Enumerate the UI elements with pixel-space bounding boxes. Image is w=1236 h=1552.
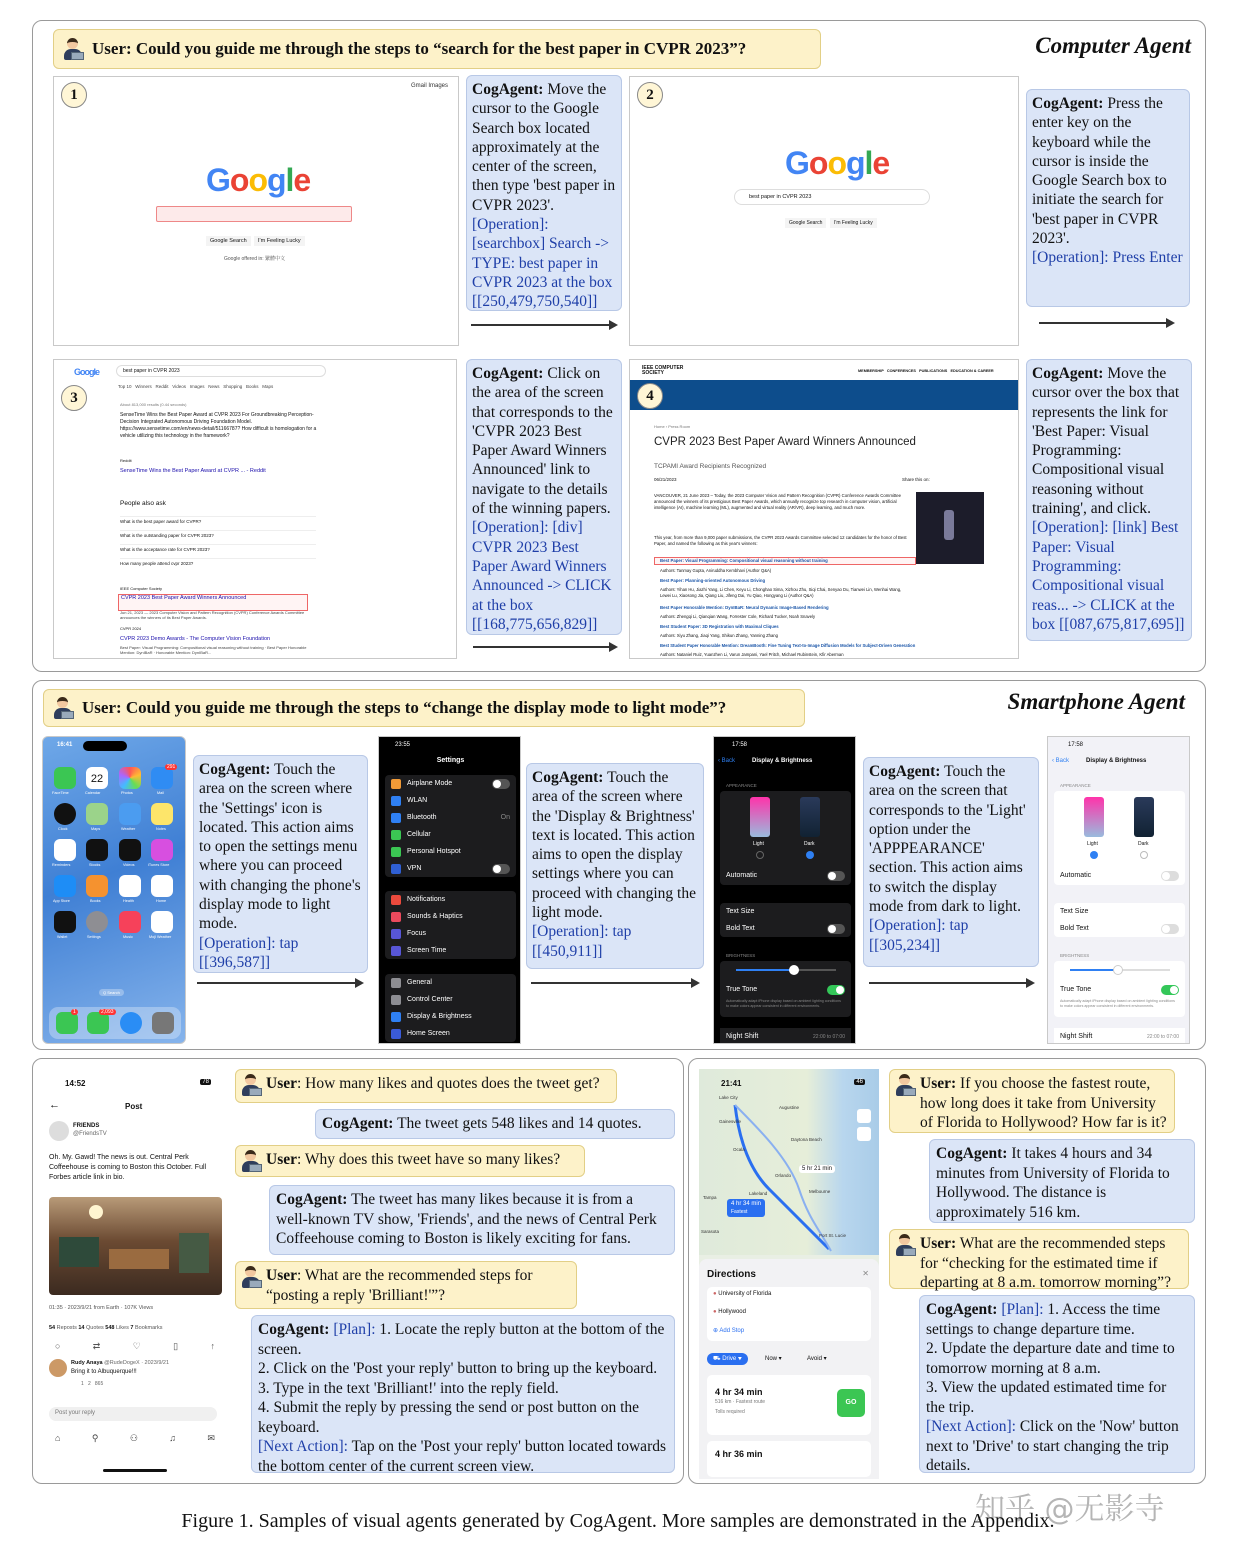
account-name[interactable]: FRIENDS	[73, 1123, 100, 1129]
brightness-header: BRIGHTNESS	[726, 953, 756, 958]
agent-step-text: Click on the area of the screen that corresponds to the 'CVPR 2023 Best Paper Award Winners Announced' link to navigate to the details of the winning papers.	[472, 365, 613, 518]
messages-badge: 2,093	[101, 1009, 114, 1015]
map-city: Tampa	[703, 1195, 717, 1200]
user-avatar-icon	[240, 1149, 262, 1173]
feeling-lucky-button[interactable]: I'm Feeling Lucky	[254, 236, 305, 246]
results-count: About 813,000 results (0.44 seconds)	[120, 402, 187, 407]
bookmark-icon[interactable]: ▯	[173, 1341, 179, 1351]
route-result-2: 4 hr 36 min	[715, 1449, 763, 1459]
user-avatar-icon	[240, 1265, 262, 1289]
award-authors: Authors: Xiyu Zhang, Jiaqi Yang, Shikun Zhang, Yanning Zhang	[660, 633, 778, 638]
settings-title: Settings	[436, 757, 465, 764]
true-tone-row[interactable]: True Tone	[1054, 981, 1185, 998]
map-city: Sarasota	[701, 1229, 720, 1234]
figure-caption: Figure 1. Samples of visual agents generated by CogAgent. More samples are demonstrated in the Appendix.	[181, 1510, 1055, 1532]
mail-badge: 291	[167, 764, 176, 770]
google-search-button[interactable]: Google Search	[785, 218, 826, 228]
app-label: Photos	[121, 791, 133, 795]
agent-step-1-card	[466, 75, 622, 311]
car-icon[interactable]	[857, 1109, 871, 1123]
tweet-qa-panel	[32, 1058, 684, 1484]
agent-step-text: Touch the area of the screen where the 'Display & Brightness' text is located. This action aims to open the display settings where you can proceed with changing the light mode.	[532, 769, 696, 922]
itunes-store-icon[interactable]	[151, 839, 173, 861]
route-from[interactable]: ● University of Florida	[713, 1291, 772, 1297]
light-label: Light	[1087, 841, 1098, 847]
maps-user-q1: User: If you choose the fastest route, how long does it take from University of Florida to Hollywood? How far is it?	[889, 1069, 1175, 1133]
route-alt-callout[interactable]: 5 hr 21 min	[799, 1165, 835, 1173]
directions-title: Directions	[707, 1269, 756, 1280]
tweet-agent-a1: CogAgent: The tweet gets 548 likes and 14 quotes.	[315, 1109, 675, 1139]
agent-operation: [Operation]: [div] CVPR 2023 Best Paper Award Winners Announced -> CLICK at the box [[168,775,656,829]]	[472, 519, 612, 633]
settings-row-bluetooth[interactable]: Bluetooth On	[385, 809, 516, 826]
agent-step-text: Touch the area on the screen where the 'Settings' icon is located. This action aims to open the settings menu where you can proceed with changing the phone's display mode to light mode.	[199, 761, 361, 933]
reply-stats: 1 2 865	[81, 1381, 104, 1387]
books-icon[interactable]	[86, 875, 108, 897]
google-offered-in: Google offered in: 繁體中文	[224, 256, 286, 262]
dynamic-island	[83, 741, 127, 751]
locate-icon[interactable]	[857, 1127, 871, 1141]
app-label: Clock	[58, 827, 68, 831]
user-question: Could you guide me through the steps to “change the display mode to light mode”?	[125, 698, 727, 717]
result-3-link[interactable]: CVPR 2023 Best Paper Award Winners Announced	[121, 595, 247, 601]
google-logo: Google	[785, 145, 890, 181]
step-number-2: 2	[637, 82, 663, 108]
smartphone-user-prompt	[43, 689, 805, 727]
user-avatar-icon	[894, 1073, 916, 1097]
bold-text-row[interactable]: Bold Text	[720, 920, 851, 937]
notifications-icon[interactable]: ♫	[169, 1433, 177, 1443]
app-label: Maps	[91, 827, 101, 831]
agent-step-text: Move the cursor to the Google Search box located approximately at the center of the screen, then type 'best paper in CVPR 2023'.	[472, 81, 616, 214]
smartphone-agent-panel	[32, 680, 1206, 1050]
screenshot-settings	[378, 736, 521, 1044]
light-radio[interactable]	[756, 851, 764, 859]
settings-row-home-screen[interactable]: Home Screen	[385, 1025, 516, 1042]
light-preview[interactable]	[1084, 797, 1104, 837]
dark-label: Dark	[1138, 841, 1149, 847]
paa-question[interactable]: What is the acceptance rate for CVPR 2023?	[120, 544, 316, 552]
agent-step-text: Move the cursor over the box that represents the link for 'Best Paper: Visual Programming: Compositional visual reasoning without training', and click.	[1032, 365, 1180, 518]
ieee-logo: IEEE COMPUTER SOCIETY	[642, 365, 684, 376]
agent-label: CogAgent:	[199, 761, 271, 778]
phone-icon[interactable]	[56, 1012, 78, 1034]
light-radio[interactable]	[1090, 851, 1098, 859]
agent-step-text: Touch the area on the screen that corresponds to the 'Light' option under the 'APPPEARANCE' section. This action aims to switch the display mode from dark to light.	[869, 763, 1026, 916]
agent-operation: [Operation]: [searchbox] Search -> TYPE: best paper in CVPR 2023 at the box [[250,479,750,540]]	[472, 216, 613, 311]
status-time: 16:41	[57, 742, 73, 748]
phone-step-3-card	[863, 757, 1039, 967]
appearance-header: APPEARANCE	[726, 783, 757, 788]
arrow-right-icon	[869, 982, 1033, 984]
tweet-agent-a3: CogAgent: [Plan]: 1. Locate the reply button at the bottom of the screen. 2. Click on the 'Post your reply' button to bring up the keyboard. 3. Type in the text 'Brilliant!' into the reply field. 4. Submit the reply by pressing the send or post button on the keyboard. [Next Action]: Tap on the 'Post your reply' button located towards the bottom center of the current screen view.	[251, 1315, 675, 1473]
settings-row-display[interactable]: Display & Brightness	[385, 1008, 516, 1025]
map-city: Port St. Lucie	[819, 1233, 847, 1238]
agent-operation: [Operation]: tap [[396,587]]	[199, 934, 299, 971]
arrow-right-icon	[1039, 322, 1173, 324]
maps-agent-a2: CogAgent: [Plan]: 1. Access the time settings to change departure time. 2. Update the departure date and time to tomorrow morning at 8 a.m. 3. View the updated estimated time for the trip. [Next Action]: Click on the 'Now' button next to 'Drive' to start changing the trip details.	[919, 1295, 1195, 1473]
settings-row-notifications[interactable]: Notifications	[385, 891, 516, 908]
search-icon[interactable]: ⚲	[91, 1433, 99, 1443]
app-label: FaceTime	[52, 791, 69, 795]
reminders-icon[interactable]	[54, 839, 76, 861]
agent-step-2-card	[1026, 89, 1190, 307]
reply-input[interactable]: Post your reply	[49, 1407, 217, 1421]
post-title: Post	[125, 1102, 143, 1111]
article-subtitle: TCPAMI Award Recipients Recognized	[654, 463, 767, 470]
award-authors: Authors: Tanmay Gupta, Aniruddha Kembhavi (Author Q&A)	[660, 568, 772, 573]
brightness-header: BRIGHTNESS	[1060, 953, 1090, 958]
search-query: best paper in CVPR 2023	[749, 194, 812, 200]
map-city: Orlando	[775, 1173, 792, 1178]
night-shift-row[interactable]: Night Shift 22:00 to 07:00	[1054, 1028, 1185, 1044]
like-icon[interactable]: ♡	[132, 1341, 141, 1351]
dark-preview[interactable]	[1134, 797, 1154, 837]
airplane-toggle[interactable]	[492, 779, 510, 789]
app-label: Books	[90, 899, 101, 903]
arrow-right-icon	[471, 324, 616, 326]
paa-question[interactable]: What is the best paper award for CVPR?	[120, 516, 316, 524]
map-city: Lakeland	[749, 1191, 768, 1196]
route-result-time: 4 hr 34 min	[715, 1387, 763, 1397]
map-city: Augustine	[779, 1105, 800, 1110]
phone-step-2-card	[526, 763, 704, 969]
result-2-source: Reddit	[120, 458, 132, 463]
bold-text-row[interactable]: Bold Text	[1054, 920, 1185, 937]
screenshot-twitter-post	[41, 1069, 225, 1479]
true-tone-desc: Automatically adapt iPhone display based on ambient lighting conditions to make colors appear consistent in different environments.	[726, 999, 841, 1008]
user-label: User:	[82, 698, 122, 717]
article-photo	[916, 492, 984, 564]
settings-icon[interactable]	[86, 911, 108, 933]
true-tone-desc: Automatically adapt iPhone display based on ambient lighting conditions to make colors appear consistent in different environments.	[1060, 999, 1175, 1008]
arrow-right-icon	[531, 982, 698, 984]
brightness-slider[interactable]	[736, 969, 836, 971]
safari-icon[interactable]	[120, 1012, 142, 1034]
battery-level: 46	[856, 1079, 863, 1085]
tweet-stats: 54 Reposts 14 Quotes 548 Likes 7 Bookmarks	[49, 1325, 163, 1331]
app-store-icon[interactable]	[54, 875, 76, 897]
award-item[interactable]: Best Student Paper: 3D Registration with Maximal Cliques	[660, 624, 779, 629]
facetime-icon[interactable]	[54, 767, 76, 789]
light-preview[interactable]	[750, 797, 770, 837]
maps-qa-panel	[688, 1058, 1206, 1484]
add-stop[interactable]: ⊕ Add Stop	[713, 1328, 745, 1334]
status-time: 17:58	[732, 742, 748, 748]
computer-user-prompt	[53, 29, 821, 69]
result-4-desc: Best Paper: Visual Programming: Compositional visual reasoning without training · Best Paper Honorable Mention: DynIBaR · Honorable Mention: DynIBaR...	[120, 645, 307, 655]
display-title: Display & Brightness	[752, 758, 813, 764]
agent-label: CogAgent:	[472, 81, 544, 98]
messages-icon[interactable]: ✉	[207, 1433, 215, 1443]
agent-label: CogAgent:	[869, 763, 941, 780]
agent-operation: [Operation]: tap [[305,234]]	[869, 917, 969, 954]
account-handle: @FriendsTV	[73, 1131, 107, 1137]
screenshot-google-query	[629, 76, 1019, 346]
status-time: 23:55	[395, 742, 411, 748]
messages-icon[interactable]	[87, 1012, 109, 1034]
battery-level: 78	[202, 1079, 209, 1085]
screenshot-google-home	[53, 76, 459, 346]
reply-avatar[interactable]	[49, 1359, 67, 1377]
tweet-meta: 01:35 · 2023/9/21 from Earth · 107K Views	[49, 1305, 154, 1311]
route-result-tolls: Tolls required	[715, 1409, 745, 1415]
agent-label: CogAgent:	[1032, 95, 1104, 112]
home-app-icon[interactable]	[151, 875, 173, 897]
app-label: Calendar	[85, 791, 101, 795]
results-tabs[interactable]: Top 10 Winners Reddit Videos Images News Shopping Books Maps	[118, 384, 274, 389]
award-item[interactable]: Best Student Paper Honorable Mention: DreamBooth: Fine Tuning Text-to-Image Diffusion Models for Subject-Driven Generation	[660, 643, 916, 648]
agent-operation: [Operation]: Press Enter	[1032, 249, 1183, 267]
google-search-box[interactable]	[156, 206, 352, 222]
computer-agent-title: Computer Agent	[1035, 33, 1191, 58]
award-item[interactable]: Best Paper Honorable Mention: DynIBaR: Neural Dynamic Image-Based Rendering	[660, 605, 829, 610]
settings-row-focus[interactable]: Focus	[385, 925, 516, 942]
phone-step-1-card	[193, 755, 368, 973]
app-label: Music	[123, 935, 133, 939]
app-label: App Store	[53, 899, 70, 903]
map-city: Lake City	[719, 1095, 738, 1100]
agent-step-3-card	[466, 359, 622, 635]
result-4-link[interactable]: CVPR 2023 Demo Awards - The Computer Vision Foundation	[120, 636, 271, 642]
people-also-ask: People also ask	[120, 500, 166, 507]
automatic-row[interactable]: Automatic	[720, 867, 851, 884]
feeling-lucky-button[interactable]: I'm Feeling Lucky	[830, 218, 877, 228]
agent-step-text: Press the enter key on the keyboard while the cursor is inside the Google Search box to initiate the search for 'best paper in CVPR 2023'.	[1032, 95, 1167, 248]
home-search-pill[interactable]: Q Search	[99, 989, 124, 996]
award-item[interactable]: Best Paper: Visual Programming: Compositional visual reasoning without training	[660, 558, 828, 563]
app-label: Videos	[123, 863, 135, 867]
back-arrow-icon[interactable]: ←	[49, 1099, 60, 1111]
paa-question[interactable]: How many people attend cvpr 2023?	[120, 558, 316, 566]
app-label: Stocks	[89, 863, 101, 867]
status-time: 17:58	[1068, 742, 1084, 748]
map-city: Ocala	[733, 1147, 745, 1152]
step-number-1: 1	[61, 82, 87, 108]
depart-now-button[interactable]: Now ▾	[765, 1356, 782, 1362]
photos-icon[interactable]	[119, 767, 141, 789]
app-label: Weather	[121, 827, 136, 831]
tab-bar	[55, 1433, 215, 1444]
settings-row-cellular[interactable]: Cellular	[385, 826, 516, 843]
route-to[interactable]: ● Hollywood	[713, 1309, 746, 1315]
smartphone-agent-title: Smartphone Agent	[1007, 689, 1185, 714]
user-avatar-icon	[62, 37, 84, 61]
vpn-toggle[interactable]	[492, 864, 510, 874]
app-label: Notes	[156, 827, 166, 831]
screenshot-iphone-home	[42, 736, 186, 1044]
go-button[interactable]: GO	[837, 1389, 865, 1417]
agent-step-4-card	[1026, 359, 1192, 641]
google-logo-small: Google	[74, 367, 99, 377]
share-icon[interactable]: ↑	[210, 1341, 215, 1351]
article-headline: CVPR 2023 Best Paper Award Winners Announced	[654, 436, 916, 448]
app-label: Mojl Weather	[149, 935, 172, 939]
dark-label: Dark	[804, 841, 815, 847]
map-city: Daytona Beach	[791, 1137, 822, 1142]
award-authors: Authors: Yihan Hu, Jiazhi Yang, Li Chen, Keyu Li, Chonghao Sima, Xizhou Zhu, Siqi Chai, Senyao Du, Tianwei Lin, Wenhai Wang, Lewei Lu, Xiaosong Jia, Qiang Liu, Jifeng Dai, Yu Qiao, Hongyang Li (Author Q&A)	[660, 587, 902, 598]
result-3-desc: Jun 21, 2023 — 2023 Computer Vision and Pattern Recognition (CVPR) Conference Awards Committee announces the winners of its Best Paper Awards.	[120, 610, 305, 620]
weather-icon[interactable]	[119, 803, 141, 825]
dark-preview[interactable]	[800, 797, 820, 837]
true-tone-row[interactable]: True Tone	[720, 981, 851, 998]
stocks-icon[interactable]	[86, 839, 108, 861]
arrow-right-icon	[197, 982, 362, 984]
step-number-3: 3	[61, 385, 87, 411]
ieee-nav[interactable]: MEMBERSHIP CONFERENCES PUBLICATIONS EDUCATION & CAREER	[858, 369, 994, 373]
light-label: Light	[753, 841, 764, 847]
appearance-header: APPEARANCE	[1060, 783, 1091, 788]
status-time: 21:41	[721, 1079, 742, 1088]
text-size-row[interactable]: Text Size	[726, 908, 755, 915]
tweet-image[interactable]	[49, 1197, 222, 1295]
agent-label: CogAgent:	[472, 365, 544, 382]
reply-text: Bring it to Albuquerque!!!	[71, 1369, 137, 1375]
settings-row-screen-time[interactable]: Screen Time	[385, 942, 516, 959]
app-label: Reminders	[52, 863, 71, 867]
award-authors: Authors: Nataniel Ruiz, Yuanzhen Li, Varun Jampani, Yael Pritch, Michael Rubinstein, Kfir Aberman	[660, 652, 844, 657]
music-icon[interactable]	[119, 911, 141, 933]
status-time: 14:52	[65, 1079, 86, 1088]
google-search-box[interactable]	[734, 189, 930, 205]
dark-radio[interactable]	[1140, 851, 1148, 859]
maps-user-q2: User: What are the recommended steps for “checking for the estimated time if departing at 8 a.m. tomorrow morning”?	[889, 1229, 1189, 1289]
settings-row-sounds[interactable]: Sounds & Haptics	[385, 908, 516, 925]
app-label: iTunes Store	[148, 863, 170, 867]
user-label: User:	[92, 39, 132, 58]
award-item[interactable]: Best Paper: Planning-oriented Autonomous Driving	[660, 578, 766, 583]
results-search-box[interactable]: best paper in CVPR 2023	[116, 365, 326, 377]
result-2-link[interactable]: SenseTime Wins the Best Paper Award at CVPR ... - Reddit	[120, 468, 266, 474]
result-4-source: CVPR 2024	[120, 626, 142, 631]
text-size-row[interactable]: Text Size	[1060, 908, 1089, 915]
watermark: 知乎 @无影寺	[975, 1492, 1165, 1527]
user-avatar-icon	[240, 1073, 262, 1097]
article-body-1: VANCOUVER, 21 June 2023 – Today, the 2023 Computer Vision and Pattern Recognition (CVPR) Conference Awards Committee announced the winners of its prestigious Best Paper Awards, which annually recognize top research in computer vision, artificial intelligence (AI), machine learning (ML), augmented and virtual reality (AR/VR), deep learning, and much more.	[654, 493, 902, 511]
user-question: Could you guide me through the steps to “search for the best paper in CVPR 2023”?	[135, 39, 747, 58]
agent-operation: [Operation]: tap [[450,911]]	[532, 923, 632, 960]
result-3-box[interactable]	[118, 594, 308, 611]
screenshot-ieee-article	[629, 359, 1019, 659]
mode-drive-button[interactable]: ⛟ Drive ▾	[707, 1353, 748, 1365]
google-logo: Google	[206, 162, 311, 198]
tweet-user-q3: User: What are the recommended steps for “posting a reply 'Brilliant!'”?	[235, 1261, 577, 1309]
close-icon[interactable]: ✕	[862, 1269, 869, 1278]
tweet-user-q2: User: Why does this tweet have so many likes?	[235, 1145, 585, 1177]
settings-row-wlan[interactable]: WLAN	[385, 792, 516, 809]
wallet-icon[interactable]	[54, 911, 76, 933]
app-label: Settings	[87, 935, 101, 939]
agent-label: CogAgent:	[1032, 365, 1104, 382]
settings-row-hotspot[interactable]: Personal Hotspot	[385, 843, 516, 860]
phone-badge: 1	[73, 1009, 76, 1015]
app-label: Health	[123, 899, 134, 903]
settings-row-airplane[interactable]: Airplane Mode	[385, 775, 516, 792]
route-main-callout[interactable]: 4 hr 34 min Fastest	[727, 1199, 765, 1217]
article-crumb: Home › Press Room	[654, 424, 691, 429]
reply-author: Rudy Anaya @RudeDogeX · 2023/9/21	[71, 1360, 170, 1366]
home-indicator	[103, 1469, 167, 1472]
weather-app-icon[interactable]	[151, 911, 173, 933]
tweet-agent-a2: CogAgent: The tweet has many likes because it is from a well-known TV show, 'Friends', and the news of Central Perk Coffeehouse coming to Boston is likely exciting for fans.	[269, 1185, 675, 1255]
map-city: Gainesville	[719, 1119, 742, 1124]
article-body-2: This year, from more than 9,000 paper submissions, the CVPR 2023 Awards Committee selected 12 candidates for the honor of Best Paper, and named the following as this year's winners:	[654, 535, 907, 547]
step-number-4: 4	[637, 383, 663, 409]
screenshot-display-light	[1047, 736, 1190, 1044]
automatic-row[interactable]: Automatic	[1054, 867, 1185, 884]
ieee-banner	[630, 380, 1019, 410]
tweet-actions	[55, 1341, 215, 1352]
result-3-source: IEEE Computer Society	[120, 586, 163, 591]
display-title: Display & Brightness	[1086, 758, 1147, 764]
app-label: Mail	[157, 791, 164, 795]
google-search-button[interactable]: Google Search	[206, 236, 251, 246]
night-shift-row[interactable]: Night Shift 22:00 to 07:00	[720, 1028, 851, 1044]
tweet-text: Oh. My. Gawd! The news is out. Central Perk Coffeehouse is coming to Boston this October. Full Forbes article link in bio.	[49, 1154, 207, 1181]
avatar[interactable]	[49, 1121, 69, 1141]
avoid-button[interactable]: Avoid ▾	[807, 1356, 827, 1362]
arrow-right-icon	[473, 646, 616, 648]
health-icon[interactable]	[119, 875, 141, 897]
communities-icon[interactable]: ⚇	[129, 1433, 138, 1443]
tv-icon[interactable]	[119, 839, 141, 861]
back-button[interactable]: ‹ Back	[718, 758, 736, 764]
repost-icon[interactable]: ⇄	[92, 1341, 101, 1351]
tweet-user-q1: User: How many likes and quotes does the tweet get?	[235, 1069, 617, 1103]
article-date: 06/21/2023	[654, 477, 677, 482]
article-share: Share this on:	[902, 477, 930, 482]
google-top-links: Gmail Images	[410, 83, 448, 89]
camera-icon[interactable]	[152, 1012, 174, 1034]
award-authors: Authors: Zhengqi Li, Qianqian Wang, Forrester Cole, Richard Tucker, Noah Snavely	[660, 614, 816, 619]
paa-question[interactable]: What is the outstanding paper for CVPR 2023?	[120, 530, 316, 538]
settings-row-control-center[interactable]: Control Center	[385, 991, 516, 1008]
maps-icon[interactable]	[86, 803, 108, 825]
calendar-icon[interactable]: 22	[86, 767, 108, 789]
computer-agent-panel	[32, 20, 1206, 672]
mail-icon[interactable]	[151, 767, 173, 789]
result-1-snippet: SenseTime Wins the Best Paper Award at CVPR 2023 For Groundbreaking Perception-Decision Integrated Autonomous Driving Foundation Model. https://www.sensetime.com/en/news-detail/51166787? How difficult is homologation for a vehicle utilizing this technology in the framework?	[120, 412, 317, 439]
notes-icon[interactable]	[151, 803, 173, 825]
map-city: Melbourne	[809, 1189, 831, 1194]
app-label: Home	[156, 899, 167, 903]
clock-icon[interactable]	[54, 803, 76, 825]
home-icon[interactable]: ⌂	[55, 1433, 61, 1443]
screenshot-display-dark	[713, 736, 856, 1044]
user-avatar-icon	[52, 696, 74, 720]
back-button[interactable]: ‹ Back	[1052, 758, 1070, 764]
screenshot-search-results	[53, 359, 457, 659]
route-result-sub: 516 km · Fastest route	[715, 1399, 766, 1405]
brightness-slider[interactable]	[1070, 969, 1170, 971]
dark-radio[interactable]	[806, 851, 814, 859]
settings-row-vpn[interactable]: VPN	[385, 860, 516, 877]
agent-operation: [Operation]: [link] Best Paper: Visual Programming: Compositional visual reas... -> CLICK at the box [[087,675,817,695]]	[1032, 519, 1185, 633]
agent-label: CogAgent:	[532, 769, 604, 786]
app-label: Wallet	[57, 935, 68, 939]
user-avatar-icon	[894, 1233, 916, 1257]
reply-icon[interactable]: ○	[55, 1341, 61, 1351]
settings-row-general[interactable]: General	[385, 974, 516, 991]
maps-agent-a1: CogAgent: It takes 4 hours and 34 minutes from University of Florida to Hollywood. The distance is approximately 516 km.	[929, 1139, 1195, 1223]
screenshot-maps	[699, 1069, 879, 1479]
